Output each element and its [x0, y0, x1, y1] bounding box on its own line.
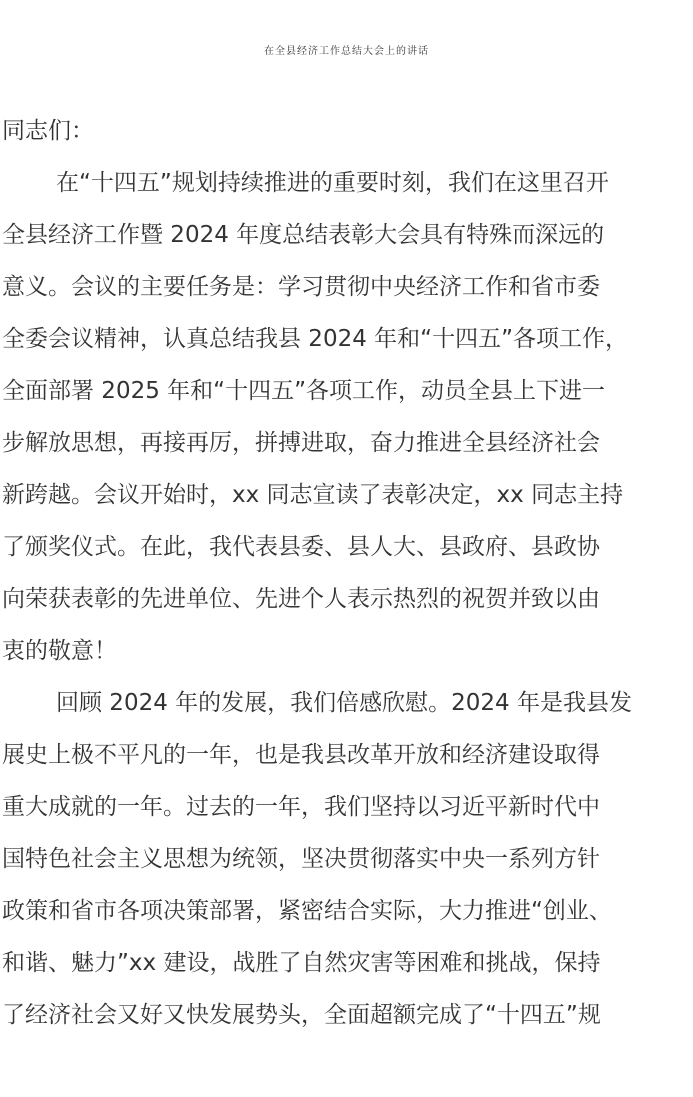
paragraph-1-line-5: 全面部署 2025 年和“十四五”各项工作，动员全县上下进一 — [2, 378, 605, 404]
paragraph-1-line-9: 向荣获表彰的先进单位、先进个人表示热烈的祝贺并致以由 — [2, 586, 600, 612]
paragraph-2-line-2: 展史上极不平凡的一年，也是我县改革开放和经济建设取得 — [2, 742, 600, 768]
paragraph-1-line-6: 步解放思想，再接再厉，拼搏进取，奋力推进全县经济社会 — [2, 430, 600, 456]
paragraph-2-line-7: 了经济社会又好又快发展势头，全面超额完成了“十四五”规 — [2, 1002, 601, 1028]
paragraph-2-line-5: 政策和省市各项决策部署，紧密结合实际，大力推进“创业、 — [2, 898, 612, 924]
paragraph-1-line-7: 新跨越。会议开始时，xx 同志宣读了表彰决定，xx 同志主持 — [2, 482, 624, 508]
paragraph-1-line-2: 全县经济工作暨 2024 年度总结表彰大会具有特殊而深远的 — [2, 222, 605, 248]
paragraph-1-line-3: 意义。会议的主要任务是：学习贯彻中央经济工作和省市委 — [2, 274, 600, 300]
paragraph-1-line-8: 了颁奖仪式。在此，我代表县委、县人大、县政府、县政协 — [2, 534, 600, 560]
paragraph-2-line-3: 重大成就的一年。过去的一年，我们坚持以习近平新时代中 — [2, 794, 600, 820]
document-title: 在全县经济工作总结大会上的讲话 — [264, 46, 429, 57]
paragraph-2-line-1: 回顾 2024 年的发展，我们倍感欣慰。2024 年是我县发 — [56, 690, 632, 716]
paragraph-2-line-6: 和谐、魅力”xx 建设，战胜了自然灾害等困难和挑战，保持 — [2, 950, 601, 976]
paragraph-1-line-1: 在“十四五”规划持续推进的重要时刻，我们在这里召开 — [56, 170, 609, 196]
salutation: 同志们： — [2, 118, 94, 144]
paragraph-2-line-4: 国特色社会主义思想为统领，坚决贯彻落实中央一系列方针 — [2, 846, 600, 872]
paragraph-1-line-10: 衷的敬意！ — [2, 638, 117, 664]
paragraph-1-line-4: 全委会议精神，认真总结我县 2024 年和“十四五”各项工作， — [2, 326, 628, 352]
